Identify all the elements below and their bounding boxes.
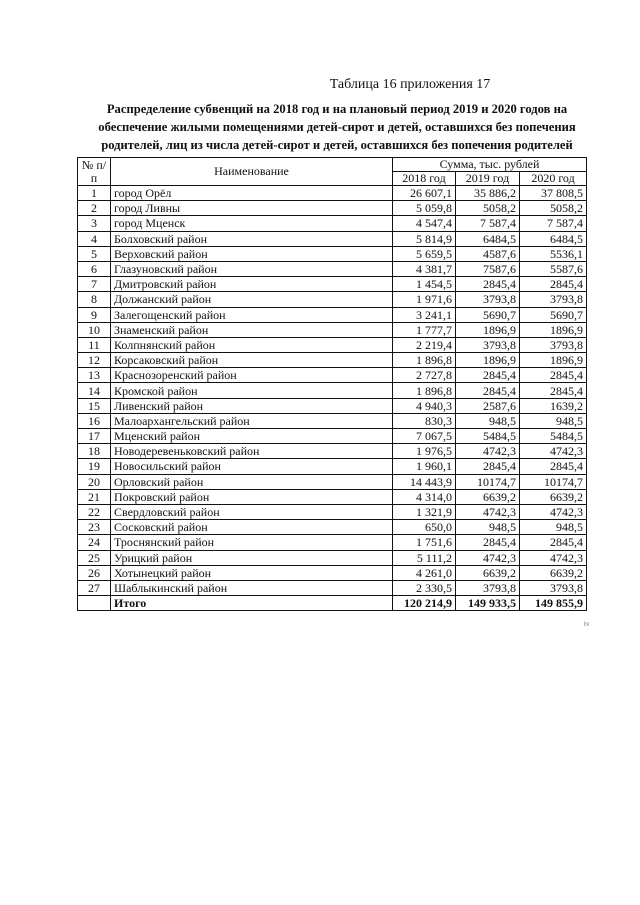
row-number: 23	[78, 520, 111, 535]
row-value-2018: 2 219,4	[393, 337, 456, 352]
table-row	[78, 550, 587, 565]
row-value-2018: 3 241,1	[393, 307, 456, 322]
row-number: 20	[78, 474, 111, 489]
table-row	[78, 489, 587, 504]
row-value-2018: 5 059,8	[393, 201, 456, 216]
row-value-2020: 1896,9	[520, 353, 587, 368]
row-value-2020: 5058,2	[520, 201, 587, 216]
row-value-2018: 1 960,1	[393, 459, 456, 474]
row-value-2020: 1639,2	[520, 398, 587, 413]
row-value-2019: 6639,2	[456, 489, 520, 504]
row-name: Мценский район	[111, 429, 393, 444]
row-value-2018: 1 896,8	[393, 383, 456, 398]
table-row	[78, 535, 587, 550]
row-number: 17	[78, 429, 111, 444]
row-value-2019: 2587,6	[456, 398, 520, 413]
row-value-2019: 2845,4	[456, 459, 520, 474]
row-value-2018: 650,0	[393, 520, 456, 535]
row-number: 6	[78, 261, 111, 276]
row-value-2019: 2845,4	[456, 368, 520, 383]
row-value-2018: 2 727,8	[393, 368, 456, 383]
row-name: Дмитровский район	[111, 277, 393, 292]
row-value-2018: 830,3	[393, 413, 456, 428]
row-number: 1	[78, 186, 111, 201]
table-row	[78, 231, 587, 246]
table-row	[78, 429, 587, 444]
row-value-2019: 948,5	[456, 413, 520, 428]
row-value-2020: 2845,4	[520, 383, 587, 398]
row-value-2020: 2845,4	[520, 277, 587, 292]
row-name: Глазуновский район	[111, 261, 393, 276]
row-value-2018: 4 314,0	[393, 489, 456, 504]
table-row	[78, 337, 587, 352]
header-name: Наименование	[111, 158, 393, 186]
row-name: Троснянский район	[111, 535, 393, 550]
table-row	[78, 277, 587, 292]
row-value-2020: 4742,3	[520, 550, 587, 565]
row-number: 11	[78, 337, 111, 352]
table-row	[78, 520, 587, 535]
row-number: 4	[78, 231, 111, 246]
table-reference: Таблица 16 приложения 17	[329, 77, 491, 92]
row-value-2020: 6639,2	[520, 489, 587, 504]
row-value-2020: 4742,3	[520, 444, 587, 459]
row-value-2019: 35 886,2	[456, 186, 520, 201]
row-value-2018: 1 976,5	[393, 444, 456, 459]
row-value-2019: 1896,9	[456, 353, 520, 368]
total-2018: 120 214,9	[393, 596, 456, 611]
row-value-2019: 6639,2	[456, 565, 520, 580]
row-value-2018: 26 607,1	[393, 186, 456, 201]
table-row	[78, 413, 587, 428]
row-number: 10	[78, 322, 111, 337]
row-value-2019: 948,5	[456, 520, 520, 535]
row-value-2020: 948,5	[520, 520, 587, 535]
row-value-2019: 4742,3	[456, 444, 520, 459]
row-value-2018: 1 777,7	[393, 322, 456, 337]
row-value-2018: 1 971,6	[393, 292, 456, 307]
table-row	[78, 504, 587, 519]
row-name: Шаблыкинский район	[111, 580, 393, 595]
row-value-2018: 1 321,9	[393, 504, 456, 519]
table-row	[78, 292, 587, 307]
header-year-2020: 2020 год	[520, 172, 587, 186]
row-number: 16	[78, 413, 111, 428]
row-number: 21	[78, 489, 111, 504]
row-name: город Ливны	[111, 201, 393, 216]
row-value-2019: 10174,7	[456, 474, 520, 489]
row-value-2018: 7 067,5	[393, 429, 456, 444]
row-name: Сосковский район	[111, 520, 393, 535]
row-value-2020: 1896,9	[520, 322, 587, 337]
row-number: 7	[78, 277, 111, 292]
row-value-2019: 5058,2	[456, 201, 520, 216]
row-number: 13	[78, 368, 111, 383]
row-value-2019: 4742,3	[456, 504, 520, 519]
row-name: Залегощенский район	[111, 307, 393, 322]
row-value-2020: 37 808,5	[520, 186, 587, 201]
total-2020: 149 855,9	[520, 596, 587, 611]
table-body	[78, 186, 587, 596]
table-row	[78, 322, 587, 337]
row-name: Знаменский район	[111, 322, 393, 337]
row-number: 3	[78, 216, 111, 231]
row-number: 26	[78, 565, 111, 580]
row-value-2019: 2845,4	[456, 535, 520, 550]
table-row	[78, 353, 587, 368]
header-year-2019: 2019 год	[456, 172, 520, 186]
row-name: Краснозоренский район	[111, 368, 393, 383]
total-2019: 149 933,5	[456, 596, 520, 611]
row-value-2019: 7587,6	[456, 261, 520, 276]
row-value-2018: 1 454,5	[393, 277, 456, 292]
row-name: город Орёл	[111, 186, 393, 201]
row-name: Ливенский район	[111, 398, 393, 413]
row-value-2020: 7 587,4	[520, 216, 587, 231]
row-value-2019: 3793,8	[456, 292, 520, 307]
row-value-2020: 5587,6	[520, 261, 587, 276]
row-name: Болховский район	[111, 231, 393, 246]
row-value-2020: 2845,4	[520, 368, 587, 383]
row-value-2019: 1896,9	[456, 322, 520, 337]
row-number: 15	[78, 398, 111, 413]
total-num-cell	[78, 596, 111, 611]
header-year-2018: 2018 год	[393, 172, 456, 186]
row-number: 8	[78, 292, 111, 307]
table-row	[78, 474, 587, 489]
row-name: Орловский район	[111, 474, 393, 489]
row-number: 5	[78, 246, 111, 261]
row-value-2019: 3793,8	[456, 580, 520, 595]
row-value-2018: 5 814,9	[393, 231, 456, 246]
table-row	[78, 201, 587, 216]
row-name: Корсаковский район	[111, 353, 393, 368]
row-value-2018: 4 381,7	[393, 261, 456, 276]
row-value-2019: 3793,8	[456, 337, 520, 352]
row-number: 9	[78, 307, 111, 322]
row-value-2018: 4 940,3	[393, 398, 456, 413]
row-value-2018: 5 659,5	[393, 246, 456, 261]
table-row	[78, 307, 587, 322]
table-row	[78, 383, 587, 398]
row-value-2020: 5536,1	[520, 246, 587, 261]
table-row	[78, 565, 587, 580]
row-number: 14	[78, 383, 111, 398]
row-value-2019: 4587,6	[456, 246, 520, 261]
row-name: город Мценск	[111, 216, 393, 231]
total-label: Итого	[111, 596, 393, 611]
row-value-2020: 3793,8	[520, 337, 587, 352]
row-value-2020: 2845,4	[520, 535, 587, 550]
table-row	[78, 459, 587, 474]
table-row	[78, 444, 587, 459]
row-value-2020: 10174,7	[520, 474, 587, 489]
row-name: Хотынецкий район	[111, 565, 393, 580]
row-value-2019: 2845,4	[456, 277, 520, 292]
row-value-2018: 1 751,6	[393, 535, 456, 550]
row-value-2020: 5690,7	[520, 307, 587, 322]
row-value-2018: 1 896,8	[393, 353, 456, 368]
table-row	[78, 246, 587, 261]
row-value-2019: 5690,7	[456, 307, 520, 322]
table-row	[78, 580, 587, 595]
header-sum: Сумма, тыс. рублей	[393, 158, 587, 172]
row-name: Должанский район	[111, 292, 393, 307]
row-value-2020: 6484,5	[520, 231, 587, 246]
table-header-row	[78, 158, 587, 172]
row-value-2020: 2845,4	[520, 459, 587, 474]
row-value-2020: 4742,3	[520, 504, 587, 519]
row-value-2019: 7 587,4	[456, 216, 520, 231]
row-number: 24	[78, 535, 111, 550]
table-row	[78, 398, 587, 413]
table-row	[78, 216, 587, 231]
row-name: Малоархангельский район	[111, 413, 393, 428]
row-name: Колпнянский район	[111, 337, 393, 352]
row-value-2018: 4 261,0	[393, 565, 456, 580]
row-name: Свердловский район	[111, 504, 393, 519]
row-value-2019: 5484,5	[456, 429, 520, 444]
row-number: 19	[78, 459, 111, 474]
row-value-2020: 5484,5	[520, 429, 587, 444]
subsidy-table	[77, 157, 587, 611]
row-value-2019: 2845,4	[456, 383, 520, 398]
row-name: Урицкий район	[111, 550, 393, 565]
header-num: № п/п	[78, 158, 111, 186]
row-number: 27	[78, 580, 111, 595]
table-row	[78, 261, 587, 276]
total-row	[78, 596, 587, 611]
row-value-2018: 2 330,5	[393, 580, 456, 595]
row-number: 25	[78, 550, 111, 565]
row-number: 18	[78, 444, 111, 459]
row-value-2020: 3793,8	[520, 580, 587, 595]
row-name: Кромской район	[111, 383, 393, 398]
row-value-2019: 4742,3	[456, 550, 520, 565]
row-number: 2	[78, 201, 111, 216]
row-number: 12	[78, 353, 111, 368]
row-value-2020: 948,5	[520, 413, 587, 428]
table-row	[78, 368, 587, 383]
scan-mark: tv	[584, 620, 590, 628]
row-value-2020: 6639,2	[520, 565, 587, 580]
row-name: Покровский район	[111, 489, 393, 504]
row-name: Верховский район	[111, 246, 393, 261]
row-value-2018: 4 547,4	[393, 216, 456, 231]
row-value-2018: 14 443,9	[393, 474, 456, 489]
row-name: Новосильский район	[111, 459, 393, 474]
row-value-2018: 5 111,2	[393, 550, 456, 565]
row-value-2020: 3793,8	[520, 292, 587, 307]
table-row	[78, 186, 587, 201]
document-title: Распределение субвенций на 2018 год и на плановый период 2019 и 2020 годов на обеспечение жилыми помещениями детей-сирот и детей, оставшихся без попечения родителей, лиц из числа детей-сирот и детей, оставшихся без попечения родителей	[98, 102, 576, 152]
row-name: Новодеревеньковский район	[111, 444, 393, 459]
row-number: 22	[78, 504, 111, 519]
row-value-2019: 6484,5	[456, 231, 520, 246]
